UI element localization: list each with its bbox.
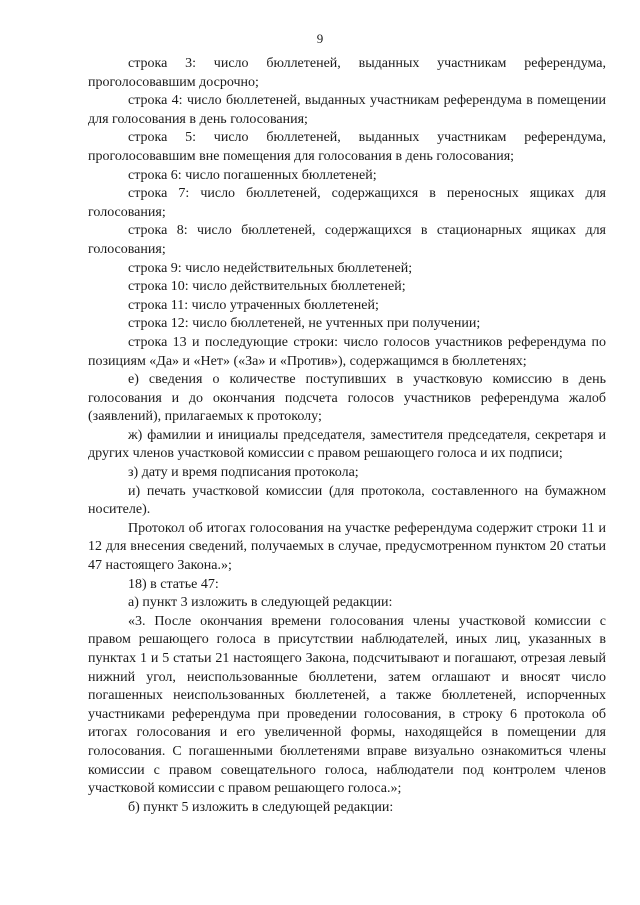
paragraph-line-9: строка 9: число недействительных бюллетеней; (128, 260, 413, 276)
paragraph-line-10: строка 10: число действительных бюллетеней; (128, 279, 406, 295)
paragraph-line-11: строка 11: число утраченных бюллетеней; (128, 297, 379, 313)
paragraph-item-z: з) дату и время подписания протокола; (128, 465, 359, 481)
paragraph-line-8: строка 8: число бюллетеней, содержащихся в стационарных ящиках для голосования; (88, 223, 606, 257)
paragraph-item-a: а) пункт 3 изложить в следующей редакции: (128, 595, 393, 611)
page-number: 9 (316, 31, 324, 46)
paragraph-item-zh: ж) фамилии и инициалы председателя, заместителя председателя, секретаря и других членов участковой комиссии с правом решающего голоса и их подписи; (88, 427, 606, 462)
paragraph-protocol-note: Протокол об итогах голосования на участке референдума содержит строки 11 и 12 для внесения сведений, получаемых в случае, предусмотренном пунктом 20 статьи 47 настоящего Закона.»; (88, 520, 606, 574)
paragraph-item-e: е) сведения о количестве поступивших в участковую комиссию в день голосования и до окончания подсчета голосов участников референдума жалоб (заявлений), прилагаемых к протоколу; (88, 372, 606, 425)
paragraph-item-b: б) пункт 5 изложить в следующей редакции: (128, 799, 394, 815)
document-body (88, 55, 606, 817)
paragraph-line-13: строка 13 и последующие строки: число голосов участников референдума по позициям «Да» и «Нет» («За» и «Против»), содержащимся в бюллетенях; (88, 334, 606, 369)
paragraph-line-4: строка 4: число бюллетеней, выданных участникам референдума в помещении для голосования в день голосования; (88, 93, 606, 127)
paragraph-line-3: строка 3: число бюллетеней, выданных участникам референдума, проголосовавшим досрочно; (88, 56, 606, 90)
paragraph-article-47-heading: 18) в статье 47: (128, 576, 219, 592)
paragraph-item-i: и) печать участковой комиссии (для протокола, составленного на бумажном носителе). (88, 483, 606, 518)
paragraph-line-6: строка 6: число погашенных бюллетеней; (128, 167, 377, 183)
paragraph-line-12: строка 12: число бюллетеней, не учтенных при получении; (128, 316, 481, 332)
paragraph-clause-3: «3. После окончания времени голосования члены участковой комиссии с правом решающего голоса в присутствии наблюдателей, иных лиц, указанных в пунктах 1 и 5 статьи 21 настоящего Закона, подсчитывают и погашают, отрезая левый нижний угол, неиспользованные бюллетени, затем оглашают и вносят число погашенных неиспользованных бюллетеней, а также бюллетеней, испорченных участниками референдума при проведении голосования, в строку 6 протокола об итогах голосования и его увеличенной формы, находящейся в помещении для голосования. С погашенными бюллетенями вправе визуально ознакомиться члены комиссии с правом совещательного голоса, наблюдатели под контролем членов участковой комиссии с правом решающего голоса.»; (88, 613, 606, 797)
paragraph-line-7: строка 7: число бюллетеней, содержащихся в переносных ящиках для голосования; (88, 186, 606, 220)
paragraph-line-5: строка 5: число бюллетеней, выданных участникам референдума, проголосовавшим вне помещения для голосования в день голосования; (88, 130, 606, 164)
